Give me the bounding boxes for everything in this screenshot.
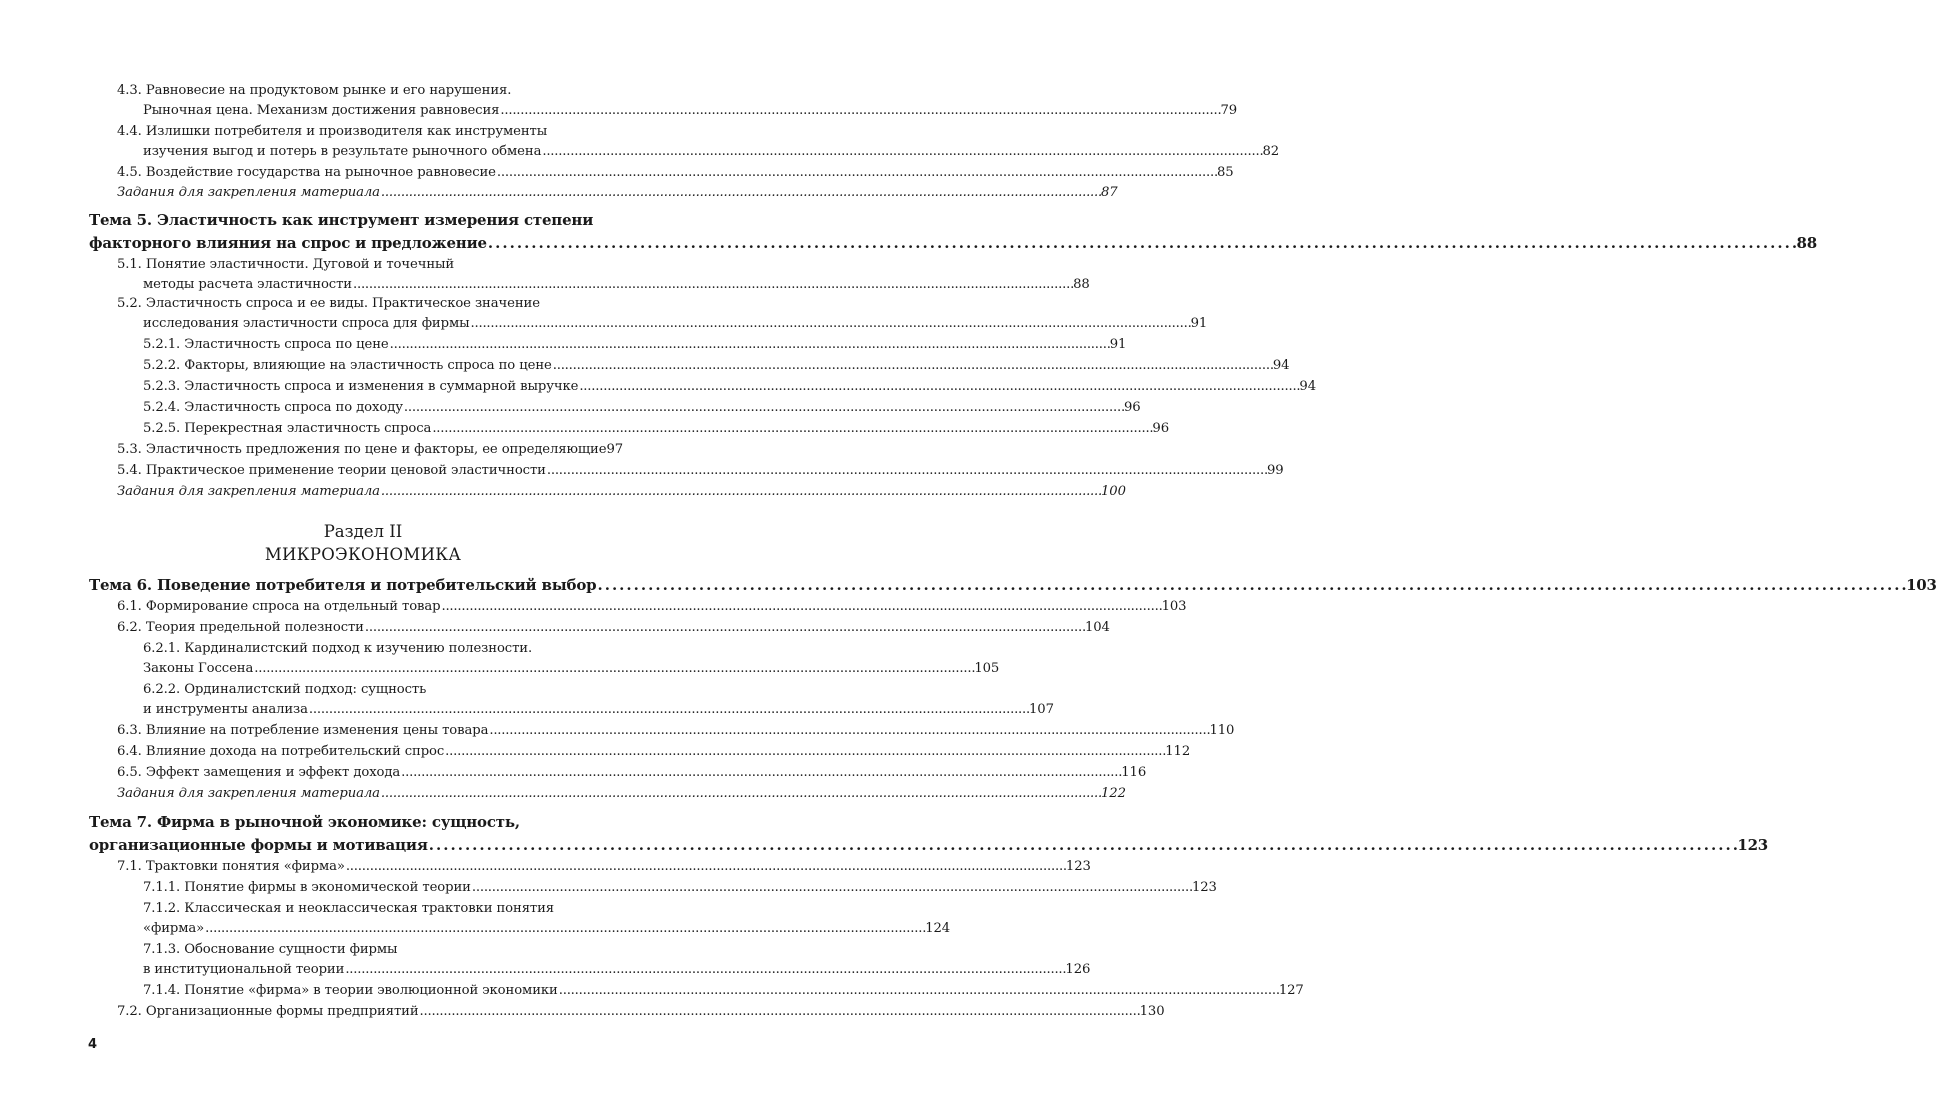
toc-entry-page: 112 <box>1165 744 1191 759</box>
toc-entry[interactable] <box>117 721 1235 741</box>
toc-entry-page: 103 <box>1906 576 1937 594</box>
toc-entry-title: и инструменты анализа <box>143 702 308 717</box>
toc-entry-page: 126 <box>1065 962 1091 977</box>
toc-entry[interactable] <box>117 122 635 142</box>
toc-entry-title: Тема 5. Эластичность как инструмент измерения степени <box>89 211 594 229</box>
toc-entry-title: методы расчета эластичности <box>143 277 352 292</box>
toc-entry-title: Задания для закрепления материала <box>117 484 380 499</box>
toc-entry-page: 91 <box>1190 316 1208 331</box>
toc-entry-title: 5.4. Практическое применение теории ценовой эластичности <box>117 463 546 478</box>
toc-entry-title: 7.1.2. Классическая и неоклассическая трактовки понятия <box>143 901 555 916</box>
toc-entry-title: 5.2.4. Эластичность спроса по доходу <box>143 400 403 415</box>
toc-entry-title: 6.3. Влияние на потребление изменения цены товара <box>117 723 489 738</box>
toc-entry[interactable] <box>143 142 1280 162</box>
toc-entry-page: 103 <box>1161 599 1187 614</box>
leader-dots <box>500 101 1219 121</box>
toc-entry-page: 127 <box>1278 983 1304 998</box>
toc-entry-page: 124 <box>925 921 951 936</box>
toc-entry-page: 100 <box>1101 484 1126 499</box>
toc-entry-title: 5.3. Эластичность предложения по цене и факторы, ее определяющие <box>117 442 607 457</box>
toc-entry[interactable] <box>143 700 1054 720</box>
toc-entry-page: 88 <box>1073 277 1090 292</box>
toc-entry-page: 82 <box>1262 144 1280 159</box>
toc-entry-title: 5.1. Понятие эластичности. Дуговой и точечный <box>117 257 455 272</box>
toc-entry[interactable] <box>143 878 1217 898</box>
toc-entry[interactable] <box>143 680 635 700</box>
toc-entry-page: 97 <box>606 442 624 457</box>
toc-entry-page: 94 <box>1272 358 1290 373</box>
toc-entry[interactable] <box>143 398 1141 418</box>
toc-entry-page: 85 <box>1216 165 1234 180</box>
toc-entry-page: 96 <box>1152 421 1170 436</box>
toc-entry-title: 6.2.2. Ординалистский подход: сущность <box>143 682 427 697</box>
toc-entry-page: 99 <box>1266 463 1284 478</box>
leader-dots <box>381 784 1100 804</box>
toc-entry-title: 5.2. Эластичность спроса и ее виды. Практическое значение <box>117 296 540 311</box>
toc-entry[interactable] <box>143 275 1090 295</box>
toc-entry-exercises[interactable] <box>117 784 1126 804</box>
leader-dots <box>441 597 1160 617</box>
toc-entry[interactable] <box>143 377 1317 397</box>
leader-dots <box>472 878 1191 898</box>
section-title: МИКРОЭКОНОМИКА <box>264 545 462 564</box>
toc-entry-page: 94 <box>1299 379 1317 394</box>
toc-entry[interactable] <box>143 356 1290 376</box>
toc-entry-title: факторного влияния на спрос и предложение <box>89 234 487 252</box>
section-label: Раздел II <box>323 522 403 541</box>
toc-chapter-title[interactable] <box>89 231 1817 255</box>
toc-entry[interactable] <box>117 81 635 101</box>
toc-entry-title: 5.2.5. Перекрестная эластичность спроса <box>143 421 432 436</box>
toc-entry[interactable] <box>117 440 635 460</box>
leader-dots <box>381 482 1100 502</box>
leader-dots <box>559 981 1278 1001</box>
toc-entry-title: 5.2.2. Факторы, влияющие на эластичность спроса по цене <box>143 358 552 373</box>
toc-entry-page: 110 <box>1209 723 1235 738</box>
toc-entry[interactable] <box>143 899 635 919</box>
leader-dots <box>432 419 1151 439</box>
toc-entry[interactable] <box>117 763 1147 783</box>
toc-entry-title: Тема 7. Фирма в рыночной экономике: сущность, <box>89 813 520 831</box>
toc-entry[interactable] <box>117 597 1187 617</box>
toc-entry[interactable] <box>117 742 1191 762</box>
toc-entry-title: 4.5. Воздействие государства на рыночное равновесие <box>117 165 496 180</box>
toc-entry[interactable] <box>143 960 1091 980</box>
leader-dots <box>365 618 1084 638</box>
toc-entry-title: Законы Госсена <box>143 661 254 676</box>
toc-entry[interactable] <box>143 919 951 939</box>
toc-entry-page: 107 <box>1029 702 1054 717</box>
toc-entry-title: 6.5. Эффект замещения и эффект дохода <box>117 765 401 780</box>
leader-dots <box>346 857 1065 877</box>
toc-entry-title: организационные формы и мотивация <box>89 836 428 854</box>
toc-entry[interactable] <box>117 294 635 314</box>
toc-entry-page: 130 <box>1139 1004 1165 1019</box>
page-number: 4 <box>88 1037 98 1052</box>
leader-dots <box>381 183 1100 203</box>
toc-entry-title: 6.4. Влияние дохода на потребительский спрос <box>117 744 445 759</box>
toc-entry[interactable] <box>143 419 1170 439</box>
toc-entry[interactable] <box>117 461 1284 481</box>
toc-entry-title: 7.1.1. Понятие фирмы в экономической теории <box>143 880 471 895</box>
toc-entry-title: в институциональной теории <box>143 962 345 977</box>
toc-chapter-title[interactable] <box>89 208 635 232</box>
toc-entry-title: 6.2.1. Кардиналистский подход к изучению полезности. <box>143 641 533 656</box>
toc-entry-title: 4.3. Равновесие на продуктовом рынке и его нарушения. <box>117 83 512 98</box>
toc-entry-title: изучения выгод и потерь в результате рыночного обмена <box>143 144 542 159</box>
leader-dots <box>579 377 1298 397</box>
toc-entry-title: 6.1. Формирование спроса на отдельный товар <box>117 599 441 614</box>
toc-entry-page: 123 <box>1737 836 1769 854</box>
toc-entry-title: 4.4. Излишки потребителя и производителя как инструменты <box>117 124 548 139</box>
toc-entry[interactable] <box>143 981 1304 1001</box>
leader-dots <box>401 763 1120 783</box>
toc-entry-page: 91 <box>1109 337 1127 352</box>
toc-chapter-title[interactable] <box>89 833 1769 857</box>
toc-entry-page: 79 <box>1220 103 1238 118</box>
toc-entry-title: 6.2. Теория предельной полезности <box>117 620 364 635</box>
toc-entry-page: 87 <box>1101 185 1118 200</box>
toc-entry-page: 116 <box>1121 765 1147 780</box>
leader-dots <box>542 142 1261 162</box>
toc-chapter-title[interactable] <box>89 573 1937 597</box>
leader-dots <box>404 398 1123 418</box>
toc-entry[interactable] <box>143 940 635 960</box>
toc-entry-title: исследования эластичности спроса для фирмы <box>143 316 470 331</box>
leader-dots <box>429 833 1737 857</box>
leader-dots <box>471 314 1190 334</box>
leader-dots <box>390 335 1109 355</box>
leader-dots <box>488 231 1796 255</box>
toc-entry-title: Тема 6. Поведение потребителя и потребительский выбор <box>89 576 597 594</box>
toc-entry-title: Рыночная цена. Механизм достижения равновесия <box>143 103 500 118</box>
toc-entry-title: Задания для закрепления материала <box>117 185 380 200</box>
toc-entry-title: 7.2. Организационные формы предприятий <box>117 1004 419 1019</box>
toc-entry-page: 123 <box>1191 880 1217 895</box>
toc-entry-page: 96 <box>1123 400 1141 415</box>
leader-dots <box>497 163 1216 183</box>
toc-entry[interactable] <box>117 618 1110 638</box>
toc-entry[interactable] <box>143 659 1000 679</box>
leader-dots <box>547 461 1266 481</box>
toc-entry-title: 7.1.4. Понятие «фирма» в теории эволюционной экономики <box>143 983 558 998</box>
toc-entry-title: 5.2.3. Эластичность спроса и изменения в суммарной выручке <box>143 379 579 394</box>
toc-entry[interactable] <box>143 639 635 659</box>
toc-entry-title: 5.2.1. Эластичность спроса по цене <box>143 337 389 352</box>
leader-dots <box>420 1002 1139 1022</box>
toc-entry[interactable] <box>117 857 1091 877</box>
toc-entry[interactable] <box>117 255 635 275</box>
leader-dots <box>353 275 1072 295</box>
toc-entry-page: 123 <box>1065 859 1091 874</box>
toc-chapter-title[interactable] <box>89 810 635 834</box>
toc-entry-page: 88 <box>1796 234 1817 252</box>
toc-entry[interactable] <box>143 314 1208 334</box>
toc-entry-title: 7.1.3. Обоснование сущности фирмы <box>143 942 398 957</box>
toc-entry[interactable] <box>143 101 1238 121</box>
toc-entry-exercises[interactable] <box>117 183 1118 203</box>
toc-entry[interactable] <box>143 335 1127 355</box>
toc-entry-title: 7.1. Трактовки понятия «фирма» <box>117 859 345 874</box>
toc-entry-page: 105 <box>974 661 1000 676</box>
toc-entry[interactable] <box>117 163 1234 183</box>
leader-dots <box>553 356 1272 376</box>
leader-dots <box>597 573 1905 597</box>
toc-entry[interactable] <box>117 1002 1165 1022</box>
toc-entry-page: 122 <box>1101 786 1126 801</box>
toc-entry-title: Задания для закрепления материала <box>117 786 380 801</box>
toc-entry-page: 104 <box>1084 620 1110 635</box>
leader-dots <box>205 919 924 939</box>
toc-entry-title: «фирма» <box>143 921 205 936</box>
leader-dots <box>445 742 1164 762</box>
leader-dots <box>309 700 1028 720</box>
leader-dots <box>489 721 1208 741</box>
toc-entry-exercises[interactable] <box>117 482 1126 502</box>
leader-dots <box>254 659 973 679</box>
leader-dots <box>345 960 1064 980</box>
